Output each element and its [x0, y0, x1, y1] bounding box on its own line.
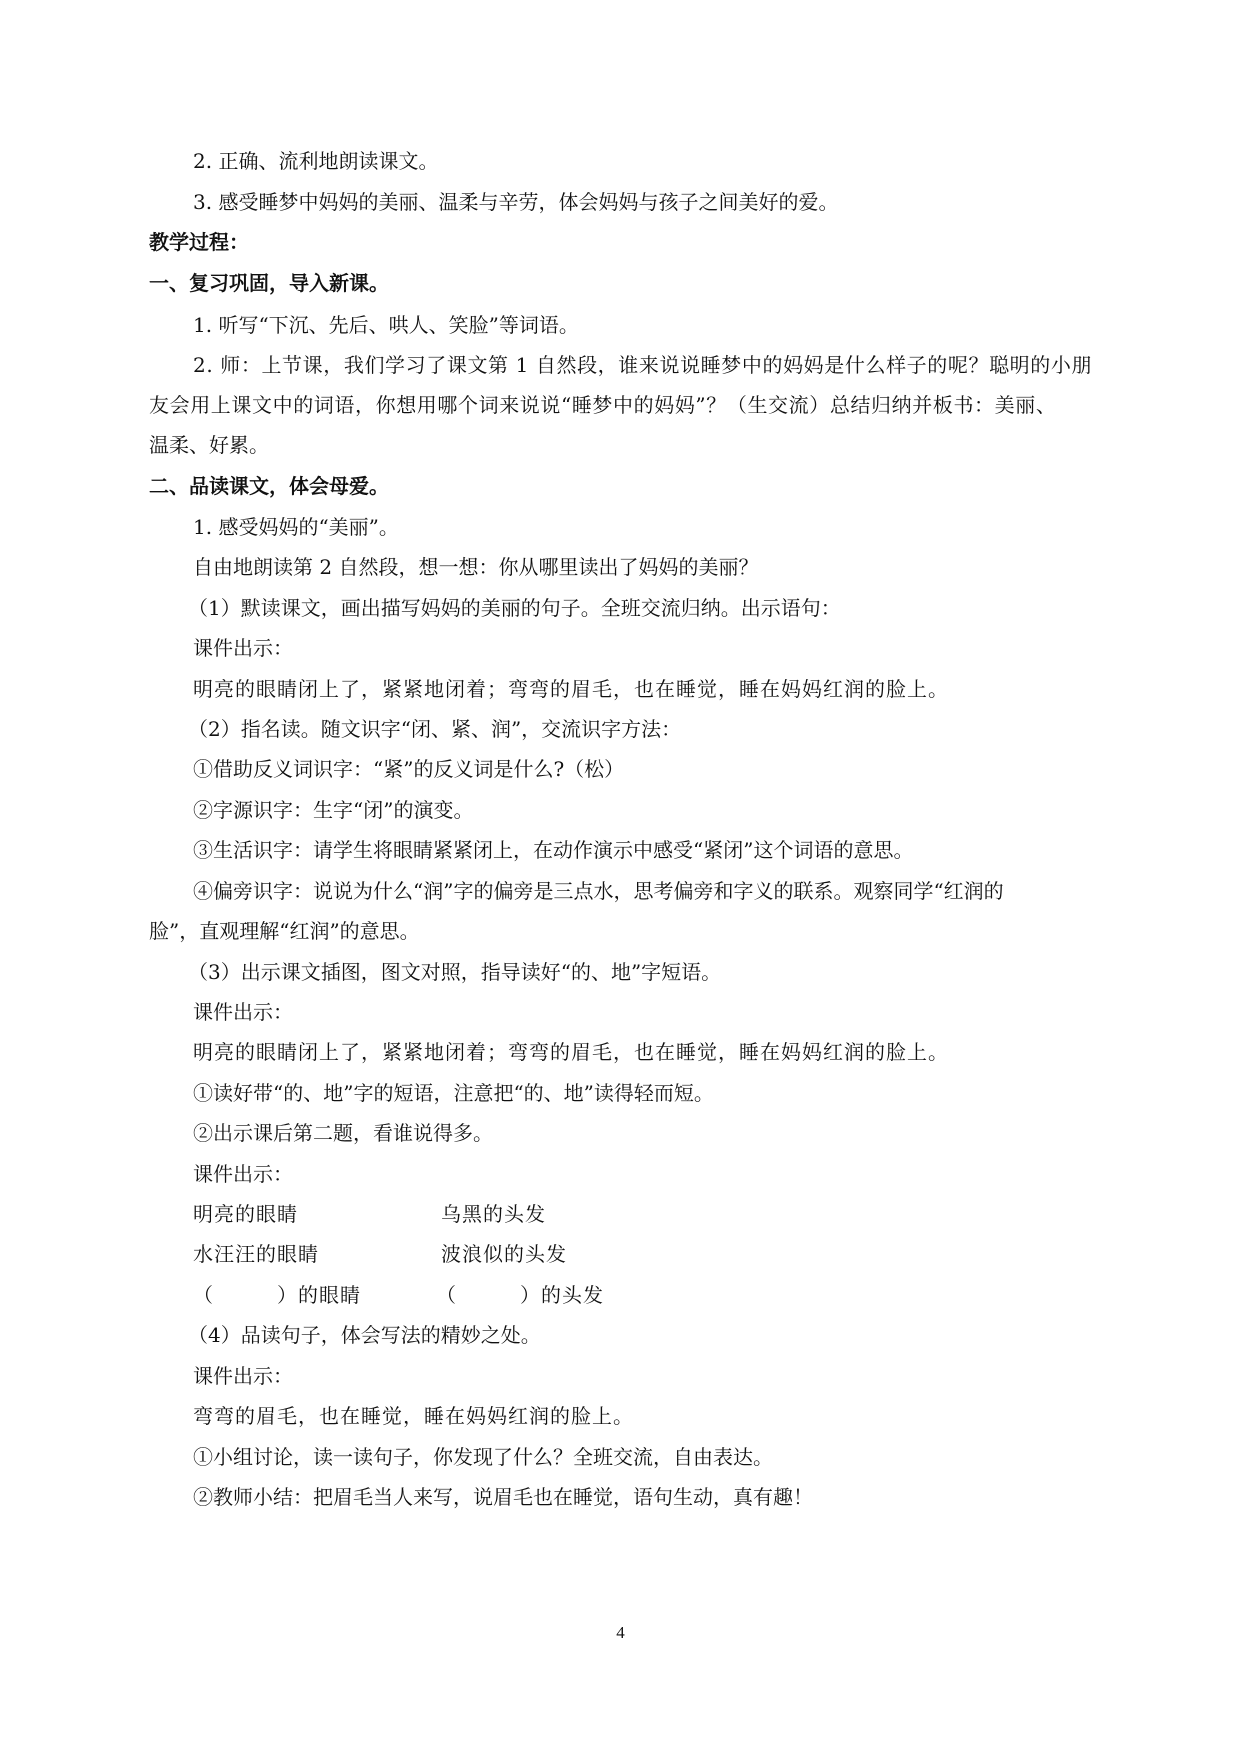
- courseware-label: 课件出示：: [193, 1162, 293, 1186]
- paragraph: 2. 师：上节课，我们学习了课文第 1 自然段，谁来说说睡梦中的妈妈是什么样子的呢？聪明的小朋: [193, 353, 1093, 377]
- paragraph: （1）默读课文，画出描写妈妈的美丽的句子。全班交流归纳。出示语句：: [188, 596, 841, 620]
- paragraph: （3）出示课文插图，图文对照，指导读好“的、地”字短语。: [188, 960, 722, 984]
- phrase-cell: 明亮的眼睛: [193, 1202, 298, 1226]
- paragraph: 温柔、好累。: [149, 433, 269, 457]
- paragraph: ①借助反义词识字：“紧”的反义词是什么?（松）: [193, 757, 625, 781]
- section-heading-1: 一、复习巩固，导入新课。: [149, 271, 389, 295]
- quoted-sentence: 明亮的眼睛闭上了，紧紧地闭着；弯弯的眉毛，也在睡觉，睡在妈妈红润的脸上。: [193, 677, 949, 701]
- objective-2: 2. 正确、流利地朗读课文。: [193, 149, 439, 173]
- section-heading-2: 二、品读课文，体会母爱。: [149, 474, 389, 498]
- phrase-cell: 乌黑的头发: [441, 1202, 546, 1226]
- courseware-label: 课件出示：: [193, 636, 293, 660]
- phrase-cell: 波浪似的头发: [441, 1242, 567, 1266]
- paragraph: 友会用上课文中的词语，你想用哪个词来说说“睡梦中的妈妈”？（生交流）总结归纳并板书：美丽、: [149, 393, 1057, 417]
- phrase-cell: （ ）的头发: [436, 1283, 604, 1307]
- paragraph: ③生活识字：请学生将眼睛紧紧闭上，在动作演示中感受“紧闭”这个词语的意思。: [193, 838, 914, 862]
- paragraph: 自由地朗读第 2 自然段，想一想：你从哪里读出了妈妈的美丽？: [193, 555, 759, 579]
- paragraph: 1. 感受妈妈的“美丽”。: [193, 515, 399, 539]
- quoted-sentence: 弯弯的眉毛，也在睡觉，睡在妈妈红润的脸上。: [193, 1404, 634, 1428]
- section-heading-process: 教学过程：: [149, 230, 249, 254]
- phrase-cell: 水汪汪的眼睛: [193, 1242, 319, 1266]
- paragraph: （4）品读句子，体会写法的精妙之处。: [188, 1323, 541, 1347]
- phrase-cell: （ ）的眼睛: [193, 1283, 361, 1307]
- paragraph: ②出示课后第二题，看谁说得多。: [193, 1121, 493, 1145]
- paragraph: 脸”，直观理解“红润”的意思。: [149, 919, 420, 943]
- paragraph: ②教师小结：把眉毛当人来写，说眉毛也在睡觉，语句生动，真有趣！: [193, 1485, 813, 1509]
- quoted-sentence: 明亮的眼睛闭上了，紧紧地闭着；弯弯的眉毛，也在睡觉，睡在妈妈红润的脸上。: [193, 1040, 949, 1064]
- paragraph: （2）指名读。随文识字“闭、紧、润”，交流识字方法：: [188, 717, 682, 741]
- page-number: 4: [616, 1623, 625, 1642]
- courseware-label: 课件出示：: [193, 1000, 293, 1024]
- paragraph: ④偏旁识字：说说为什么“润”字的偏旁是三点水，思考偏旁和字义的联系。观察同学“红润的: [193, 879, 1004, 903]
- courseware-label: 课件出示：: [193, 1364, 293, 1388]
- paragraph: 1. 听写“下沉、先后、哄人、笑脸”等词语。: [193, 313, 579, 337]
- paragraph: ①读好带“的、地”字的短语，注意把“的、地”读得轻而短。: [193, 1081, 714, 1105]
- paragraph: ①小组讨论，读一读句子，你发现了什么？全班交流，自由表达。: [193, 1445, 773, 1469]
- paragraph: ②字源识字：生字“闭”的演变。: [193, 798, 474, 822]
- objective-3: 3. 感受睡梦中妈妈的美丽、温柔与辛劳，体会妈妈与孩子之间美好的爱。: [193, 190, 839, 214]
